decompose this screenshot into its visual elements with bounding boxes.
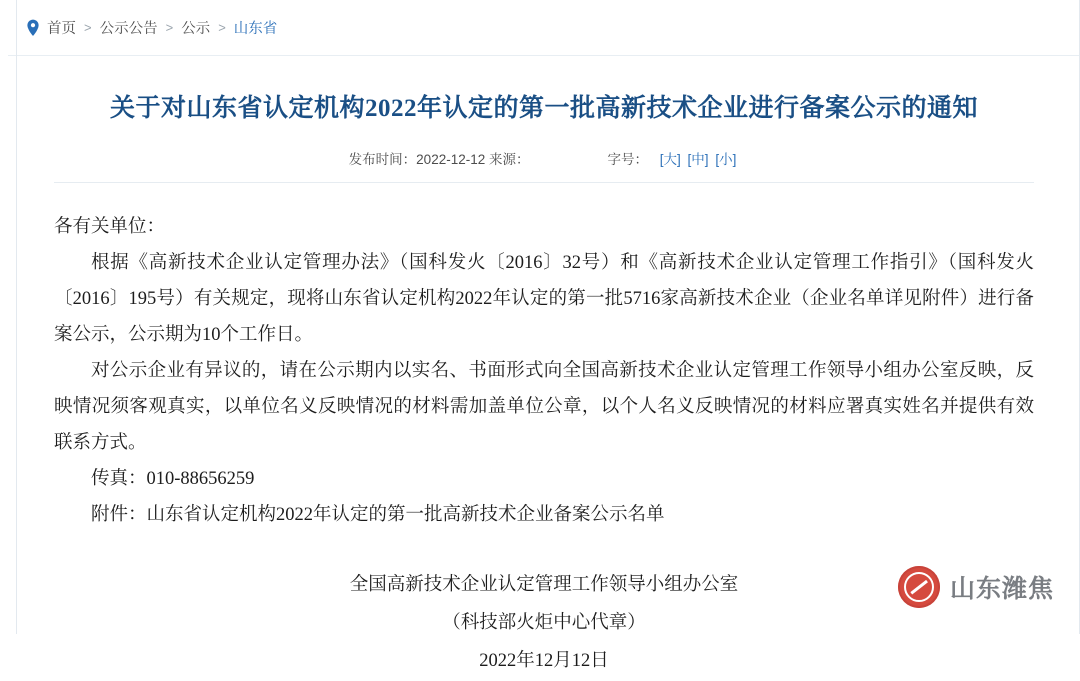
article-body [54,209,1034,534]
location-pin-icon [26,19,40,36]
paragraph-salutation: 各有关单位： [54,216,166,237]
watermark [898,566,1054,608]
breadcrumb-item-publicity[interactable]: 公示 [181,21,211,37]
watermark-text: 山东潍焦 [949,576,1054,603]
paragraph-basis: 根据《高新技术企业认定管理办法》（国科发火〔2016〕32号）和《高新技术企业认定管理工作指引》（国科发火〔2016〕195号）有关规定，现将山东省认定机构2022年认定的第一批5716家高新技术企业（企业名单详见附件）进行备案公示，公示期为10个工作日。 [54,252,1034,345]
fontsize-large-button[interactable]: [大] [659,151,681,167]
breadcrumb-separator: > [218,20,226,35]
signature-date: 2022年12月12日 [479,651,609,672]
publish-info: 发布时间：2022-12-12 来源： [348,151,530,167]
article-meta [54,148,1034,183]
signature-block [54,567,1034,681]
breadcrumb-item-announcements[interactable]: 公示公告 [99,21,158,37]
breadcrumb [8,0,1080,56]
paragraph-fax: 传真：010-88656259 [91,469,255,490]
fontsize-small-button[interactable]: [小] [715,151,737,167]
breadcrumb-separator: > [84,20,92,35]
page-title: 关于对山东省认定机构2022年认定的第一批高新技术企业进行备案公示的通知 [109,95,978,122]
breadcrumb-item-shandong[interactable]: 山东省 [233,21,278,37]
magnifier-circle-logo-icon [898,566,940,608]
paragraph-attachment: 附件：山东省认定机构2022年认定的第一批高新技术企业备案公示名单 [91,505,665,526]
breadcrumb-item-home[interactable]: 首页 [47,21,76,37]
fontsize-controls [607,148,739,168]
fontsize-medium-button[interactable]: [中] [687,151,709,167]
breadcrumb-separator: > [165,20,174,35]
paragraph-objection: 对公示企业有异议的，请在公示期内以实名、书面形式向全国高新技术企业认定管理工作领导小组办公室反映，反映情况须客观真实，以单位名义反映情况的材料需加盖单位公章，以个人名义反映情况的材料应署真实姓名并提供有效联系方式。 [54,361,1034,454]
signature-office: 全国高新技术企业认定管理工作领导小组办公室 [349,575,739,596]
signature-seal-note: （科技部火炬中心代章） [442,613,646,634]
fontsize-label: 字号： [607,151,648,167]
